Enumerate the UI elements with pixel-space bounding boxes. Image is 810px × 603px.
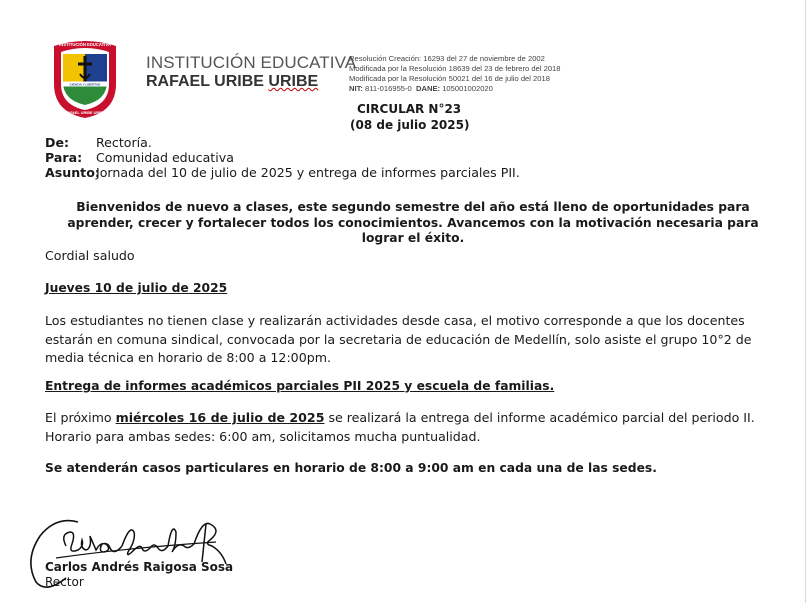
welcome-message: Bienvenidos de nuevo a clases, este segundo semestre del año está lleno de oportunidades para aprender, crecer y fortalecer todos los conocimientos. Avancemos con la motivación necesaria para lograr el éxito. [67,200,759,245]
crest-label-top: INSTITUCIÓN EDUCATIVA [59,42,111,47]
crest-label-mid: CIENCIA Y LIBERTAD [69,82,101,87]
resolutions-block [349,54,561,94]
nit-label: NIT: [349,84,363,93]
resolution-line-3: Modificada por la Resolución 50021 del 16 de julio del 2018 [349,74,550,83]
dane-value: 105001002020 [442,84,493,93]
circular-date: (08 de julio 2025) [350,118,470,132]
page-edge [805,0,806,603]
institution-name-line2-a: RAFAEL URIBE [146,73,269,90]
signatory-role: Rector [45,575,84,589]
section2-text [45,409,790,446]
meta-subject [45,165,520,180]
crest-label-bottom: RAFAEL URIBE URIBE [64,111,106,115]
signatory-name: Carlos Andrés Raigosa Sosa [45,560,234,574]
resolution-line-1: Resolución Creación: 16293 del 27 de noviembre de 2002 [349,54,545,63]
section2-heading: Entrega de informes académicos parciales PII 2025 y escuela de familias. [45,379,555,393]
section2-text-b: se realizará la entrega del informe académico parcial del periodo II. Horario para ambas sedes: 6:00 am, solicitamos mucha puntualidad. [45,410,755,444]
section2-date: miércoles 16 de julio de 2025 [115,410,325,425]
section1-text: Los estudiantes no tienen clase y realizarán actividades desde casa, el motivo corresponde a que los docentes estarán en comuna sindical, convocada por la secretaria de educación de Medellín, solo asiste el grupo 10°2 de media técnica en horario de 8:00 a 12:00pm. [45,313,752,365]
subject-value: Jornada del 10 de julio de 2025 y entrega de informes parciales PII. [96,165,520,180]
from-label: De: [45,135,70,150]
from-value: Rectoría. [96,135,152,150]
to-value: Comunidad educativa [96,150,234,165]
section1-heading: Jueves 10 de julio de 2025 [45,281,228,295]
nit-value: 811-016955-0 [365,84,412,93]
dane-label: DANE: [416,84,441,93]
institution-name-line1: INSTITUCIÓN EDUCATIVA [146,53,357,72]
institution-name-line2 [146,73,318,91]
institution-name-line2-b: URIBE [268,73,319,90]
nit-dane-line [349,84,561,94]
circular-title: CIRCULAR N°23 [357,102,462,116]
to-label: Para: [45,150,83,165]
school-crest-logo [50,38,120,120]
resolution-line-2: Modificada por la Resolución 18639 del 23 de febrero del 2018 [349,64,561,73]
meta-from [45,135,152,150]
closing-note: Se atenderán casos particulares en horario de 8:00 a 9:00 am en cada una de las sedes. [45,461,657,475]
meta-to [45,150,234,165]
section2-text-a: El próximo [45,410,116,425]
subject-label: Asunto: [45,165,100,180]
greeting: Cordial saludo [45,248,135,263]
